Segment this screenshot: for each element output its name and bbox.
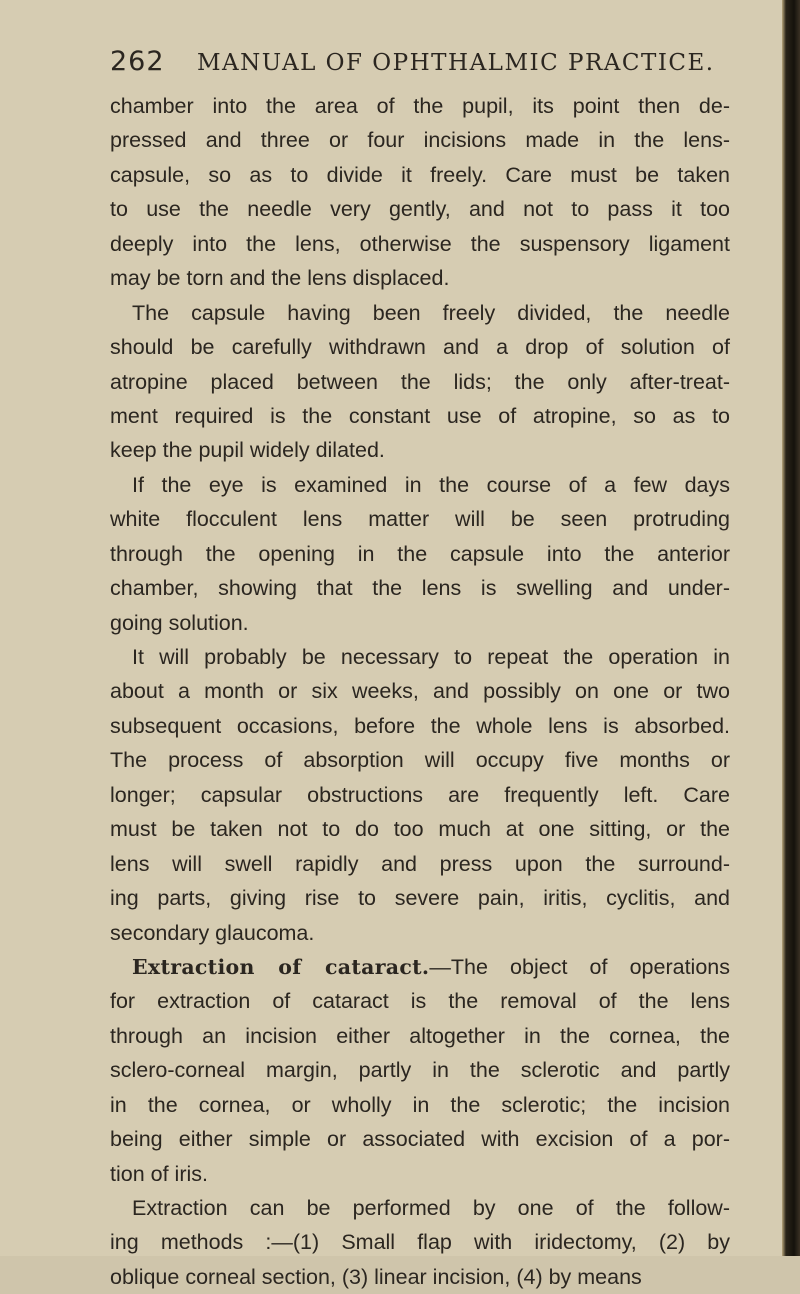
text-line: chamber, showing that the lens is swelling and under- xyxy=(110,576,730,601)
text-line: may be torn and the lens displaced. xyxy=(110,266,450,291)
text-line: secondary glaucoma. xyxy=(110,920,315,945)
text-line: If the eye is examined in the course of a few days xyxy=(132,472,730,497)
text-line: chamber into the area of the pupil, its point then de- xyxy=(110,94,730,118)
text-line: atropine placed between the lids; the only after-treat- xyxy=(110,369,730,394)
text-line: The process of absorption will occupy five months or xyxy=(110,748,730,773)
text-line: capsule, so as to divide it freely. Care must be taken xyxy=(110,162,730,187)
body-text xyxy=(110,89,730,1294)
text-line: keep the pupil widely dilated. xyxy=(110,438,385,463)
text-line: going solution. xyxy=(110,610,249,635)
text-line: subsequent occasions, before the whole lens is absorbed. xyxy=(110,713,730,738)
text-line: ment required is the constant use of atropine, so as to xyxy=(110,403,730,428)
text-line: pressed and three or four incisions made in the lens- xyxy=(110,128,730,153)
page-number: 262 xyxy=(110,46,165,77)
text-line: The capsule having been freely divided, the needle xyxy=(132,300,730,325)
section-lead-text: —The object of operations xyxy=(429,954,730,979)
section-line xyxy=(110,950,730,984)
text-line: It will probably be necessary to repeat the operation in xyxy=(132,645,730,669)
text-line: for extraction of cataract is the removal of the lens xyxy=(110,989,730,1014)
text-line: in the cornea, or wholly in the sclerotic; the incision xyxy=(110,1092,730,1117)
text-line: tion of iris. xyxy=(110,1161,208,1186)
text-line: deeply into the lens, otherwise the suspensory ligament xyxy=(110,231,730,256)
text-line: oblique corneal section, (3) linear incision, (4) by means xyxy=(110,1264,642,1289)
text-line: ing methods :—(1) Small flap with iridectomy, (2) by xyxy=(110,1230,730,1255)
text-line: Extraction can be performed by one of the follow- xyxy=(132,1196,730,1220)
text-line: through the opening in the capsule into the anterior xyxy=(110,541,730,566)
text-line: white flocculent lens matter will be seen protruding xyxy=(110,507,730,532)
text-line: being either simple or associated with excision of a por- xyxy=(110,1127,730,1152)
section-heading: Extraction of cataract. xyxy=(132,954,430,979)
running-title: MANUAL OF OPHTHALMIC PRACTICE. xyxy=(197,50,715,76)
text-line: should be carefully withdrawn and a drop of solution of xyxy=(110,335,730,360)
text-line: longer; capsular obstructions are frequently left. Care xyxy=(110,782,730,807)
text-line: must be taken not to do too much at one sitting, or the xyxy=(110,817,730,842)
book-spine-shadow xyxy=(782,0,800,1256)
text-line: sclero-corneal margin, partly in the sclerotic and partly xyxy=(110,1058,730,1083)
page-header xyxy=(110,46,730,82)
text-line: lens will swell rapidly and press upon the surround- xyxy=(110,851,730,876)
text-line: ing parts, giving rise to severe pain, iritis, cyclitis, and xyxy=(110,886,730,911)
text-line: about a month or six weeks, and possibly on one or two xyxy=(110,679,730,704)
text-line: to use the needle very gently, and not to pass it too xyxy=(110,197,730,222)
text-line: through an incision either altogether in the cornea, the xyxy=(110,1023,730,1048)
